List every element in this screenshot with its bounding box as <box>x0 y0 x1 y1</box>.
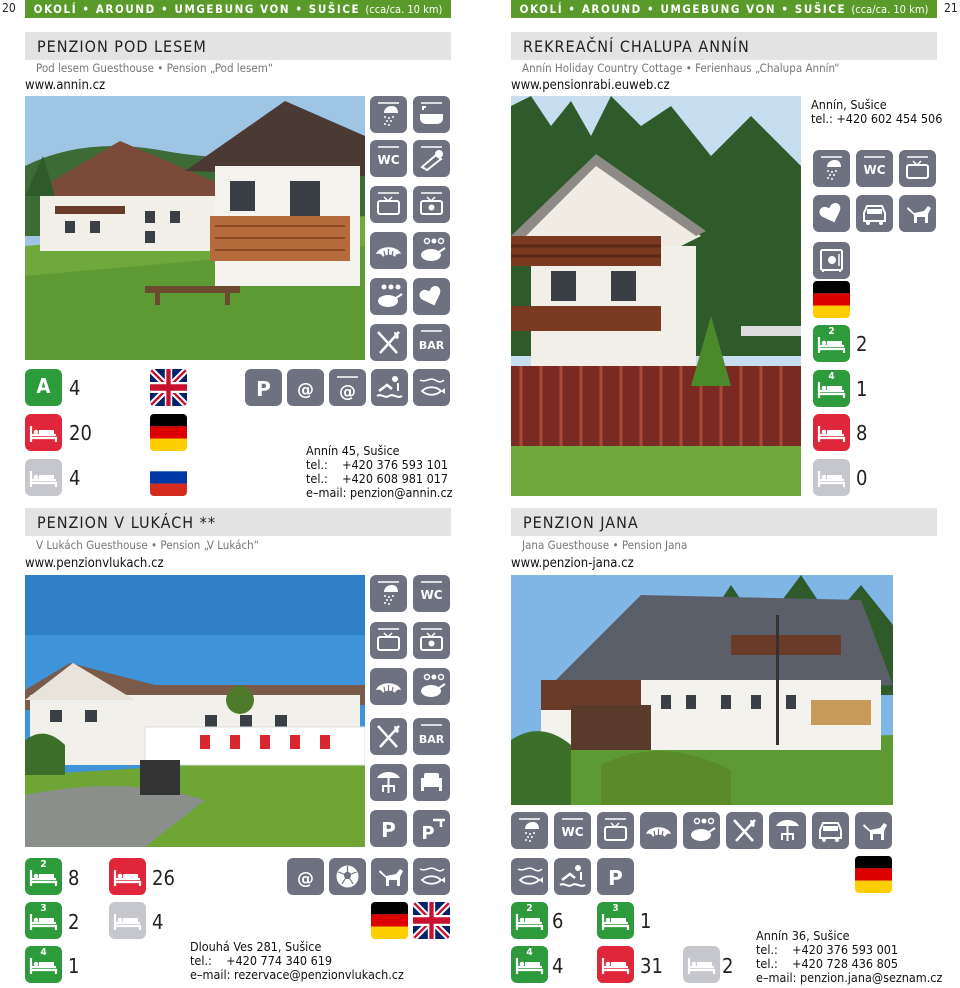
flag-germany-icon <box>855 856 892 893</box>
half-board-icon <box>413 232 450 269</box>
double-room-icon: 2 <box>511 902 548 939</box>
half-board-icon <box>413 668 450 705</box>
section-band-left <box>25 0 451 18</box>
extra-bed-icon <box>25 459 62 496</box>
extra-bed-count: 4 <box>69 466 81 490</box>
satellite-tv-icon <box>413 622 450 659</box>
photo-penzion-v-lukach <box>25 575 365 847</box>
photo-rekreacni-chalupa-annin <box>511 96 801 496</box>
photo-penzion-pod-lesem <box>25 96 365 360</box>
wifi-internet-icon <box>329 369 366 406</box>
diet-icon <box>813 195 850 232</box>
wc-icon <box>413 575 450 612</box>
email-line[interactable]: e–mail: rezervace@penzionvlukach.cz <box>190 967 404 982</box>
phone-line: tel.: +420 376 593 001 <box>756 942 899 957</box>
bed-icon <box>597 946 634 983</box>
internet-icon <box>287 858 324 895</box>
wc-icon <box>554 812 591 849</box>
triple-room-icon: 3 <box>25 902 62 939</box>
pets-allowed-icon <box>855 812 892 849</box>
breakfast-icon <box>370 232 407 269</box>
lounge-icon <box>413 764 450 801</box>
phone-line: tel.: +420 602 454 506 <box>811 111 943 126</box>
wc-icon <box>856 150 893 187</box>
safe-icon <box>813 242 850 279</box>
double-room-count: 6 <box>552 909 564 933</box>
parking-icon <box>245 369 282 406</box>
diet-icon <box>413 278 450 315</box>
page-number-left: 20 <box>2 1 16 15</box>
extra-bed-icon <box>683 946 720 983</box>
listing-url[interactable]: www.pensionrabi.euweb.cz <box>511 78 670 93</box>
restaurant-icon <box>370 718 407 755</box>
listing-subtitle: V Lukách Guesthouse • Pension „V Lukách“ <box>36 538 260 552</box>
listing-title: REKREAČNÍ CHALUPA ANNÍN <box>511 32 937 60</box>
car-icon <box>856 195 893 232</box>
flag-germany-icon <box>371 902 408 939</box>
wc-icon <box>370 140 407 177</box>
listing-subtitle: Jana Guesthouse • Pension Jana <box>522 538 688 552</box>
band-text: OKOLÍ • AROUND • UMGEBUNG VON • SUŠICE <box>519 2 847 16</box>
half-board-icon <box>683 812 720 849</box>
extra-bed-icon <box>109 902 146 939</box>
listing-url[interactable]: www.annin.cz <box>25 78 106 93</box>
shower-icon <box>370 575 407 612</box>
bed-count: 8 <box>856 421 868 445</box>
band-text: OKOLÍ • AROUND • UMGEBUNG VON • SUŠICE <box>33 2 361 16</box>
address-line: Annín, Sušice <box>811 97 887 112</box>
terrace-icon <box>769 812 806 849</box>
listing-subtitle: Annín Holiday Country Cottage • Ferienhaus „Chalupa Annín“ <box>522 61 840 75</box>
parking-icon <box>597 858 634 895</box>
swimming-icon <box>371 369 408 406</box>
quad-room-count: 1 <box>68 954 80 978</box>
extra-bed-count: 2 <box>722 954 734 978</box>
flag-germany-icon <box>813 281 850 318</box>
flag-germany-icon <box>150 414 187 451</box>
car-icon <box>812 812 849 849</box>
email-line[interactable]: e–mail: penzion@annin.cz <box>306 485 453 500</box>
extra-bed-icon <box>813 459 850 496</box>
pets-allowed-icon <box>899 195 936 232</box>
quad-room-icon: 4 <box>25 946 62 983</box>
extra-bed-count: 0 <box>856 466 868 490</box>
fishing-icon <box>511 858 548 895</box>
double-room-icon: 2 <box>25 858 62 895</box>
listing-title: PENZION JANA <box>511 508 937 536</box>
photo-penzion-jana <box>511 575 893 805</box>
tv-icon <box>597 812 634 849</box>
listing-url[interactable]: www.penzion-jana.cz <box>511 556 634 571</box>
email-line[interactable]: e–mail: penzion.jana@seznam.cz <box>756 970 943 985</box>
fishing-icon <box>413 858 450 895</box>
restaurant-icon <box>370 324 407 361</box>
sports-ball-icon <box>329 858 366 895</box>
pets-allowed-icon <box>371 858 408 895</box>
triple-room-icon: 3 <box>597 902 634 939</box>
terrace-icon <box>370 764 407 801</box>
shower-icon <box>370 96 407 133</box>
apartment-count: 4 <box>69 376 81 400</box>
bar-icon <box>413 718 450 755</box>
double-room-count: 8 <box>68 866 80 890</box>
listing-url[interactable]: www.penzionvlukach.cz <box>25 556 164 571</box>
address-line: Annín 45, Sušice <box>306 443 400 458</box>
bed-icon <box>109 858 146 895</box>
covered-parking-icon <box>413 810 450 847</box>
breakfast-icon <box>370 668 407 705</box>
double-room-icon: 2 <box>813 325 850 362</box>
bar-icon <box>413 324 450 361</box>
phone-line: tel.: +420 608 981 017 <box>306 471 449 486</box>
listing-title: PENZION POD LESEM <box>25 32 451 60</box>
band-suffix: (cca/ca. 10 km) <box>851 3 929 16</box>
quad-room-count: 4 <box>552 954 564 978</box>
triple-room-count: 1 <box>640 909 652 933</box>
flag-russia-icon <box>150 459 187 496</box>
listing-address <box>306 444 453 500</box>
double-room-count: 2 <box>856 332 868 356</box>
section-band-right <box>511 0 937 18</box>
quad-room-count: 1 <box>856 377 868 401</box>
address-line: Annín 36, Sušice <box>756 928 850 943</box>
swimming-icon <box>554 858 591 895</box>
bed-icon <box>25 414 62 451</box>
restaurant-icon <box>726 812 763 849</box>
bed-count: 26 <box>152 866 175 890</box>
apartment-icon: A <box>25 369 62 406</box>
phone-line: tel.: +420 728 436 805 <box>756 956 899 971</box>
fishing-icon <box>413 369 450 406</box>
quad-room-icon: 4 <box>813 370 850 407</box>
quad-room-icon: 4 <box>511 946 548 983</box>
listing-address <box>190 940 404 982</box>
shower-icon <box>813 150 850 187</box>
page-number-right: 21 <box>944 1 958 15</box>
tv-icon <box>899 150 936 187</box>
tv-icon <box>370 186 407 223</box>
hairdryer-icon <box>413 140 450 177</box>
bed-count: 20 <box>69 421 92 445</box>
tv-icon <box>370 622 407 659</box>
band-suffix: (cca/ca. 10 km) <box>365 3 443 16</box>
bed-count: 31 <box>640 954 663 978</box>
flag-uk-icon <box>150 369 187 406</box>
bath-icon <box>413 96 450 133</box>
full-board-icon <box>370 278 407 315</box>
address-line: Dlouhá Ves 281, Sušice <box>190 939 322 954</box>
internet-icon <box>287 369 324 406</box>
listing-subtitle: Pod lesem Guesthouse • Pension „Pod lesem“ <box>36 61 274 75</box>
listing-address <box>756 929 942 985</box>
listing-address <box>811 98 942 126</box>
parking-icon <box>370 810 407 847</box>
phone-line: tel.: +420 376 593 101 <box>306 457 449 472</box>
phone-line: tel.: +420 774 340 619 <box>190 953 333 968</box>
listing-title: PENZION V LUKÁCH ** <box>25 508 451 536</box>
breakfast-icon <box>640 812 677 849</box>
triple-room-count: 2 <box>68 910 80 934</box>
flag-uk-icon <box>413 902 450 939</box>
bed-icon <box>813 414 850 451</box>
extra-bed-count: 4 <box>152 910 164 934</box>
satellite-tv-icon <box>413 186 450 223</box>
shower-icon <box>511 812 548 849</box>
